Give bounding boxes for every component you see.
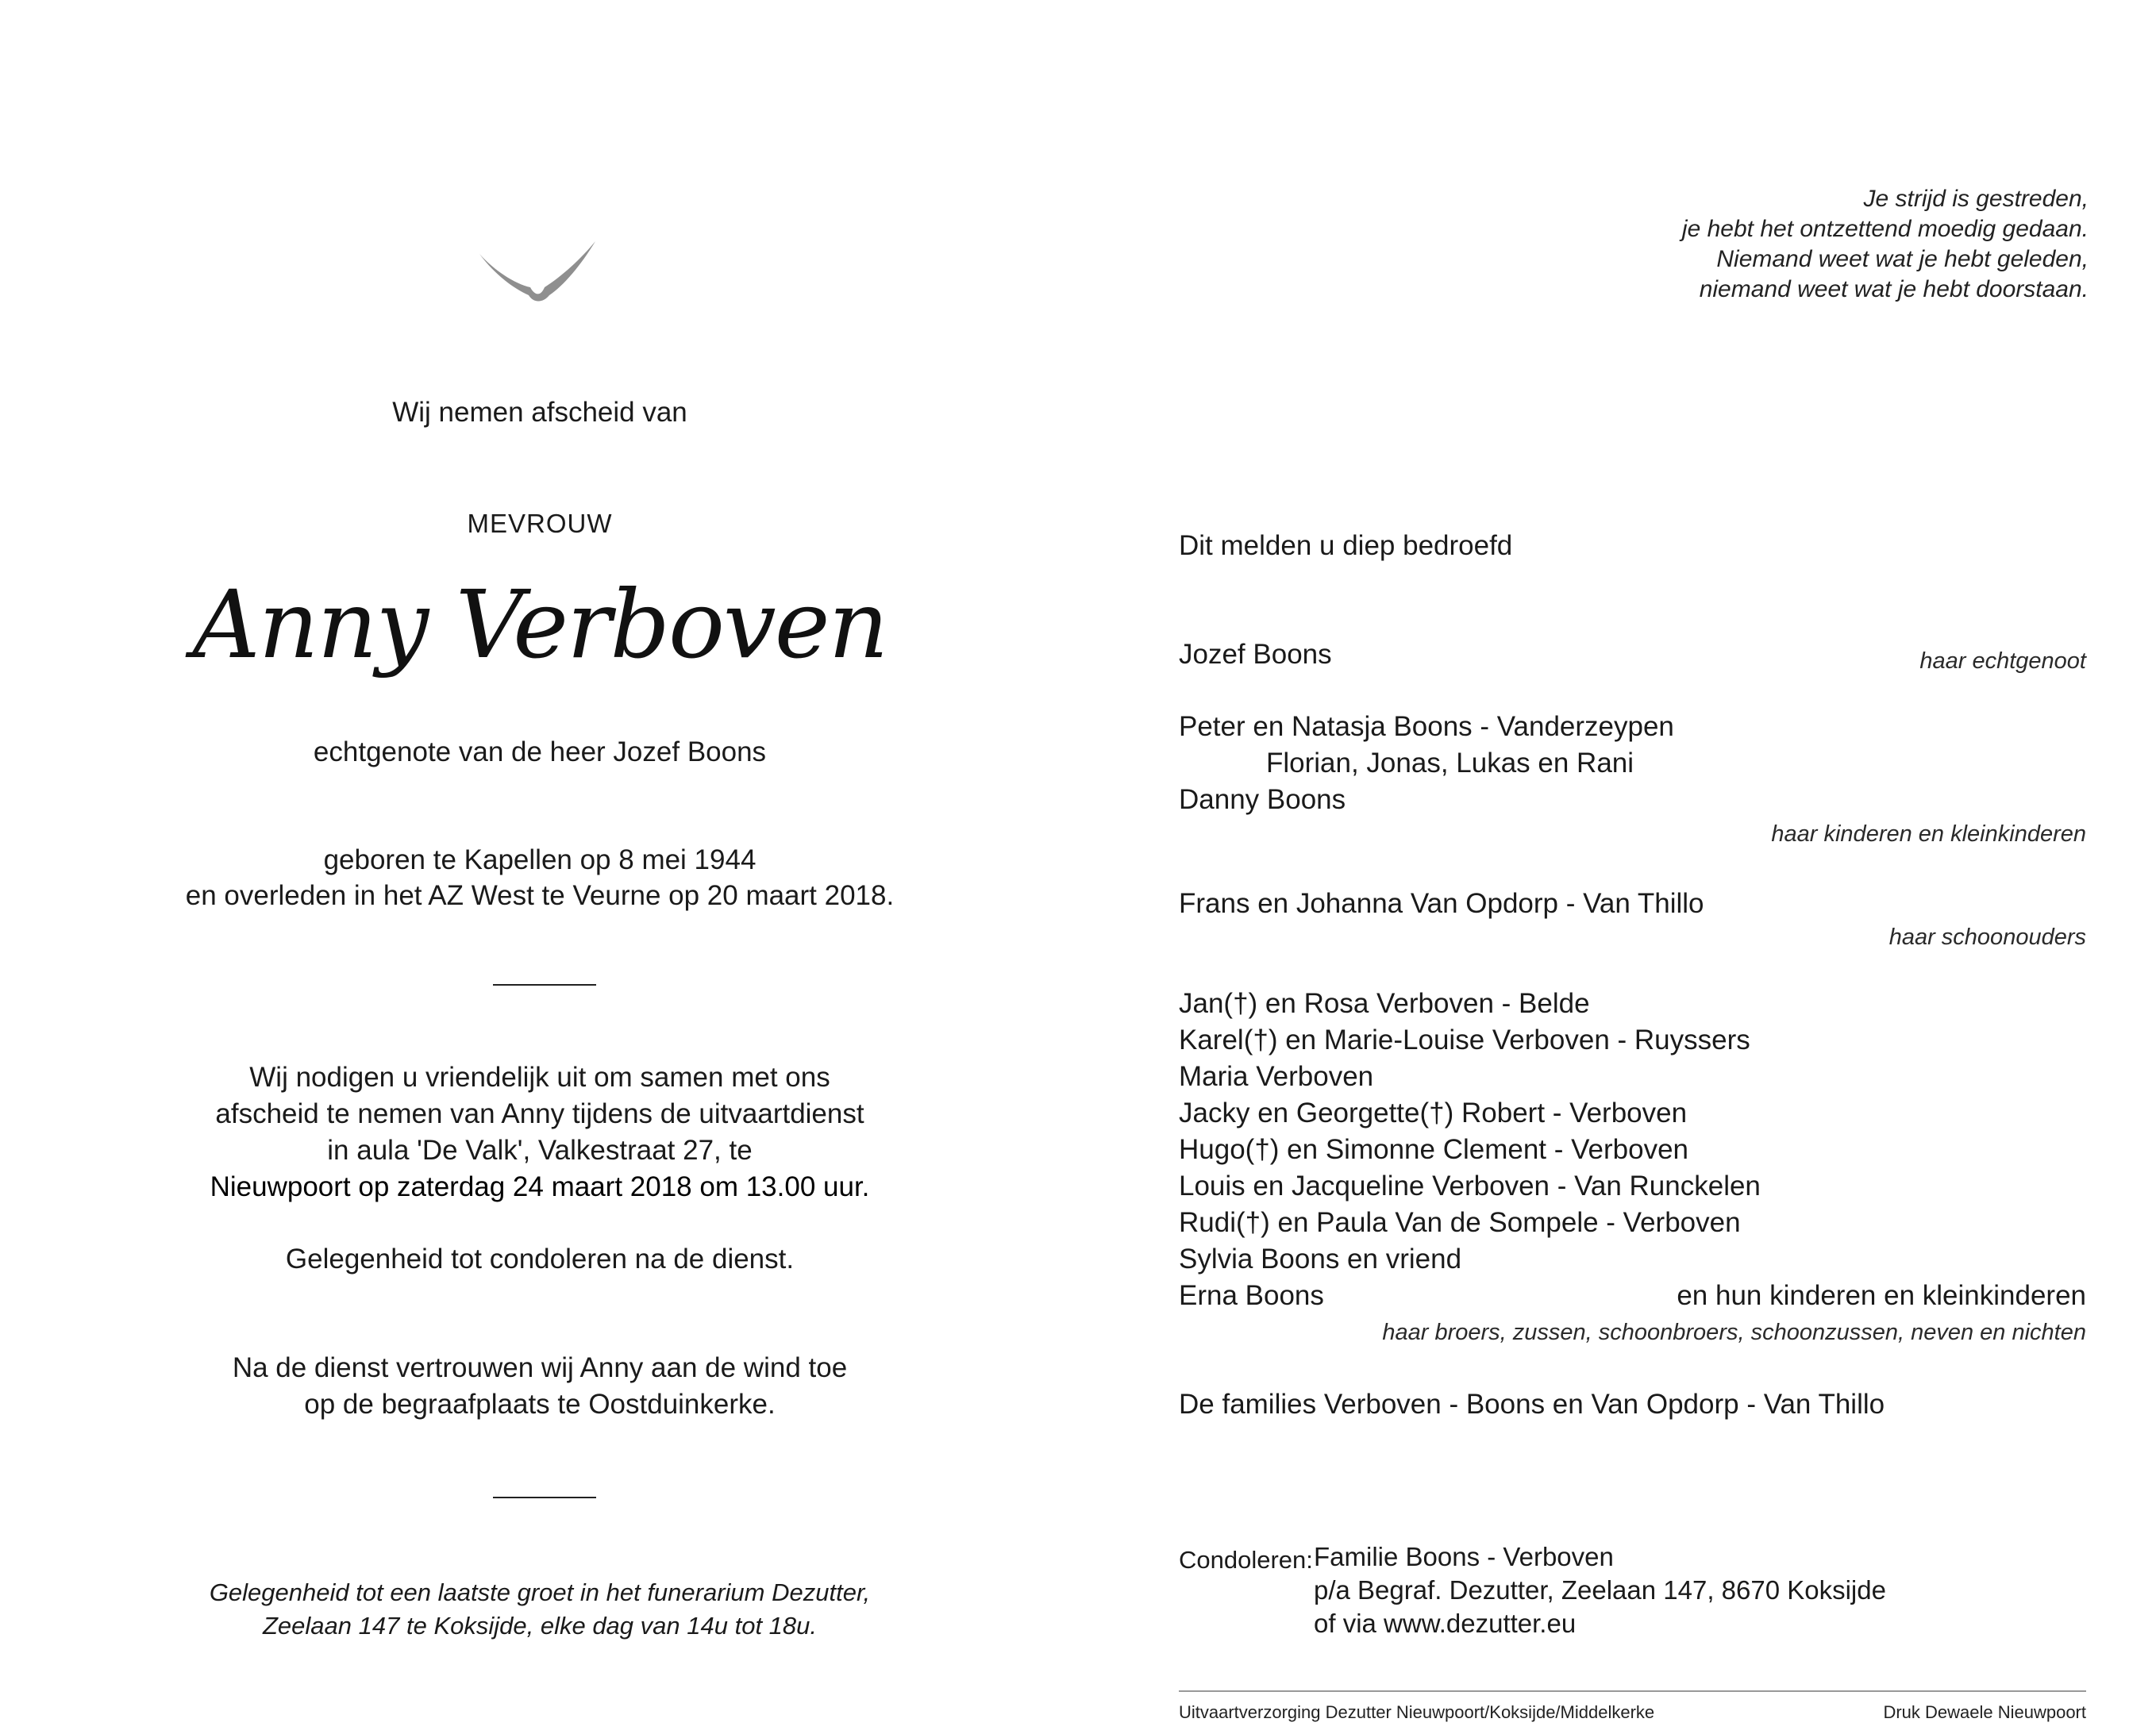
invite-line-2: afscheid te nemen van Anny tijdens de uitvaartdienst xyxy=(215,1098,864,1129)
condolences-line-3: of via www.dezutter.eu xyxy=(1314,1609,1577,1638)
deceased-name: Anny Verboven xyxy=(192,570,887,679)
sibling-line-4: Jacky en Georgette(†) Robert - Verboven xyxy=(1179,1098,1688,1128)
invite-line-4: Nieuwpoort op zaterdag 24 maart 2018 om 13.00 uur. xyxy=(210,1171,870,1202)
husband-role: haar echtgenoot xyxy=(1919,648,2086,674)
footer-right: Druk Dewaele Nieuwpoort xyxy=(1883,1702,2086,1722)
condole-text: Gelegenheid tot condoleren na de dienst. xyxy=(285,1244,795,1275)
condolences-label: Condoleren: xyxy=(1179,1546,1313,1574)
viewing-line-1: Gelegenheid tot een laatste groet in het funerarium Dezutter, xyxy=(209,1578,871,1606)
invite-line-3: in aula 'De Valk', Valkestraat 27, te xyxy=(327,1135,753,1166)
sibling-line-8: Sylvia Boons en vriend xyxy=(1179,1244,1462,1275)
children-line-3: Danny Boons xyxy=(1179,784,1346,815)
siblings-extra: en hun kinderen en kleinkinderen xyxy=(1677,1280,2086,1311)
siblings-role: haar broers, zussen, schoonbroers, schoonzussen, neven en nichten xyxy=(1382,1320,2086,1345)
families-text: De families Verboven - Boons en Van Opdorp - Van Thillo xyxy=(1179,1389,1885,1420)
condolences-line-2: p/a Begraf. Dezutter, Zeelaan 147, 8670 Koksijde xyxy=(1314,1575,1886,1605)
children-line-1: Peter en Natasja Boons - Vanderzeypen xyxy=(1179,711,1674,742)
poem-line-3: Niemand weet wat je hebt geleden, xyxy=(1716,246,2089,272)
family-list xyxy=(1179,0,2086,1734)
children-line-2: Florian, Jonas, Lukas en Rani xyxy=(1266,748,1634,779)
sibling-line-6: Louis en Jacqueline Verboven - Van Runckelen xyxy=(1179,1171,1761,1201)
divider-1 xyxy=(493,984,596,986)
husband-name: Jozef Boons xyxy=(1179,639,1332,670)
sibling-line-2: Karel(†) en Marie-Louise Verboven - Ruyssers xyxy=(1179,1025,1750,1055)
viewing-line-2: Zeelaan 147 te Koksijde, elke dag van 14u tot 18u. xyxy=(263,1612,817,1640)
sibling-line-7: Rudi(†) en Paula Van de Sompele - Verboven xyxy=(1179,1207,1741,1238)
footer-left: Uitvaartverzorging Dezutter Nieuwpoort/Koksijde/Middelkerke xyxy=(1179,1702,1655,1722)
spouse-text: echtgenote van de heer Jozef Boons xyxy=(313,736,767,767)
title-text: MEVROUW xyxy=(467,509,613,538)
inlaws-role: haar schoonouders xyxy=(1888,925,2086,950)
poem-line-1: Je strijd is gestreden, xyxy=(1863,186,2089,212)
children-role: haar kinderen en kleinkinderen xyxy=(1771,821,2086,847)
sibling-line-1: Jan(†) en Rosa Verboven - Belde xyxy=(1179,988,1590,1019)
intro-text: Wij nemen afscheid van xyxy=(392,397,687,428)
condolences-line-1: Familie Boons - Verboven xyxy=(1314,1542,1614,1571)
poem-line-4: niemand weet wat je hebt doorstaan. xyxy=(1699,276,2089,302)
footer-rule xyxy=(1179,1690,2086,1692)
divider-2 xyxy=(493,1497,596,1498)
announce-text: Dit melden u diep bedroefd xyxy=(1179,530,1513,561)
sibling-line-5: Hugo(†) en Simonne Clement - Verboven xyxy=(1179,1134,1689,1165)
bird-icon xyxy=(476,236,600,308)
burial-line-2: op de begraafplaats te Oostduinkerke. xyxy=(304,1389,776,1420)
sibling-line-9: Erna Boons xyxy=(1179,1280,1324,1311)
died-text: en overleden in het AZ West te Veurne op 20 maart 2018. xyxy=(185,880,895,911)
born-text: geboren te Kapellen op 8 mei 1944 xyxy=(323,844,757,875)
poem-line-2: je hebt het ontzettend moedig gedaan. xyxy=(1681,216,2089,242)
invite-line-1: Wij nodigen u vriendelijk uit om samen met ons xyxy=(249,1062,830,1093)
sibling-line-3: Maria Verboven xyxy=(1179,1061,1374,1092)
burial-line-1: Na de dienst vertrouwen wij Anny aan de wind toe xyxy=(232,1352,848,1383)
inlaws-text: Frans en Johanna Van Opdorp - Van Thillo xyxy=(1179,888,1704,919)
